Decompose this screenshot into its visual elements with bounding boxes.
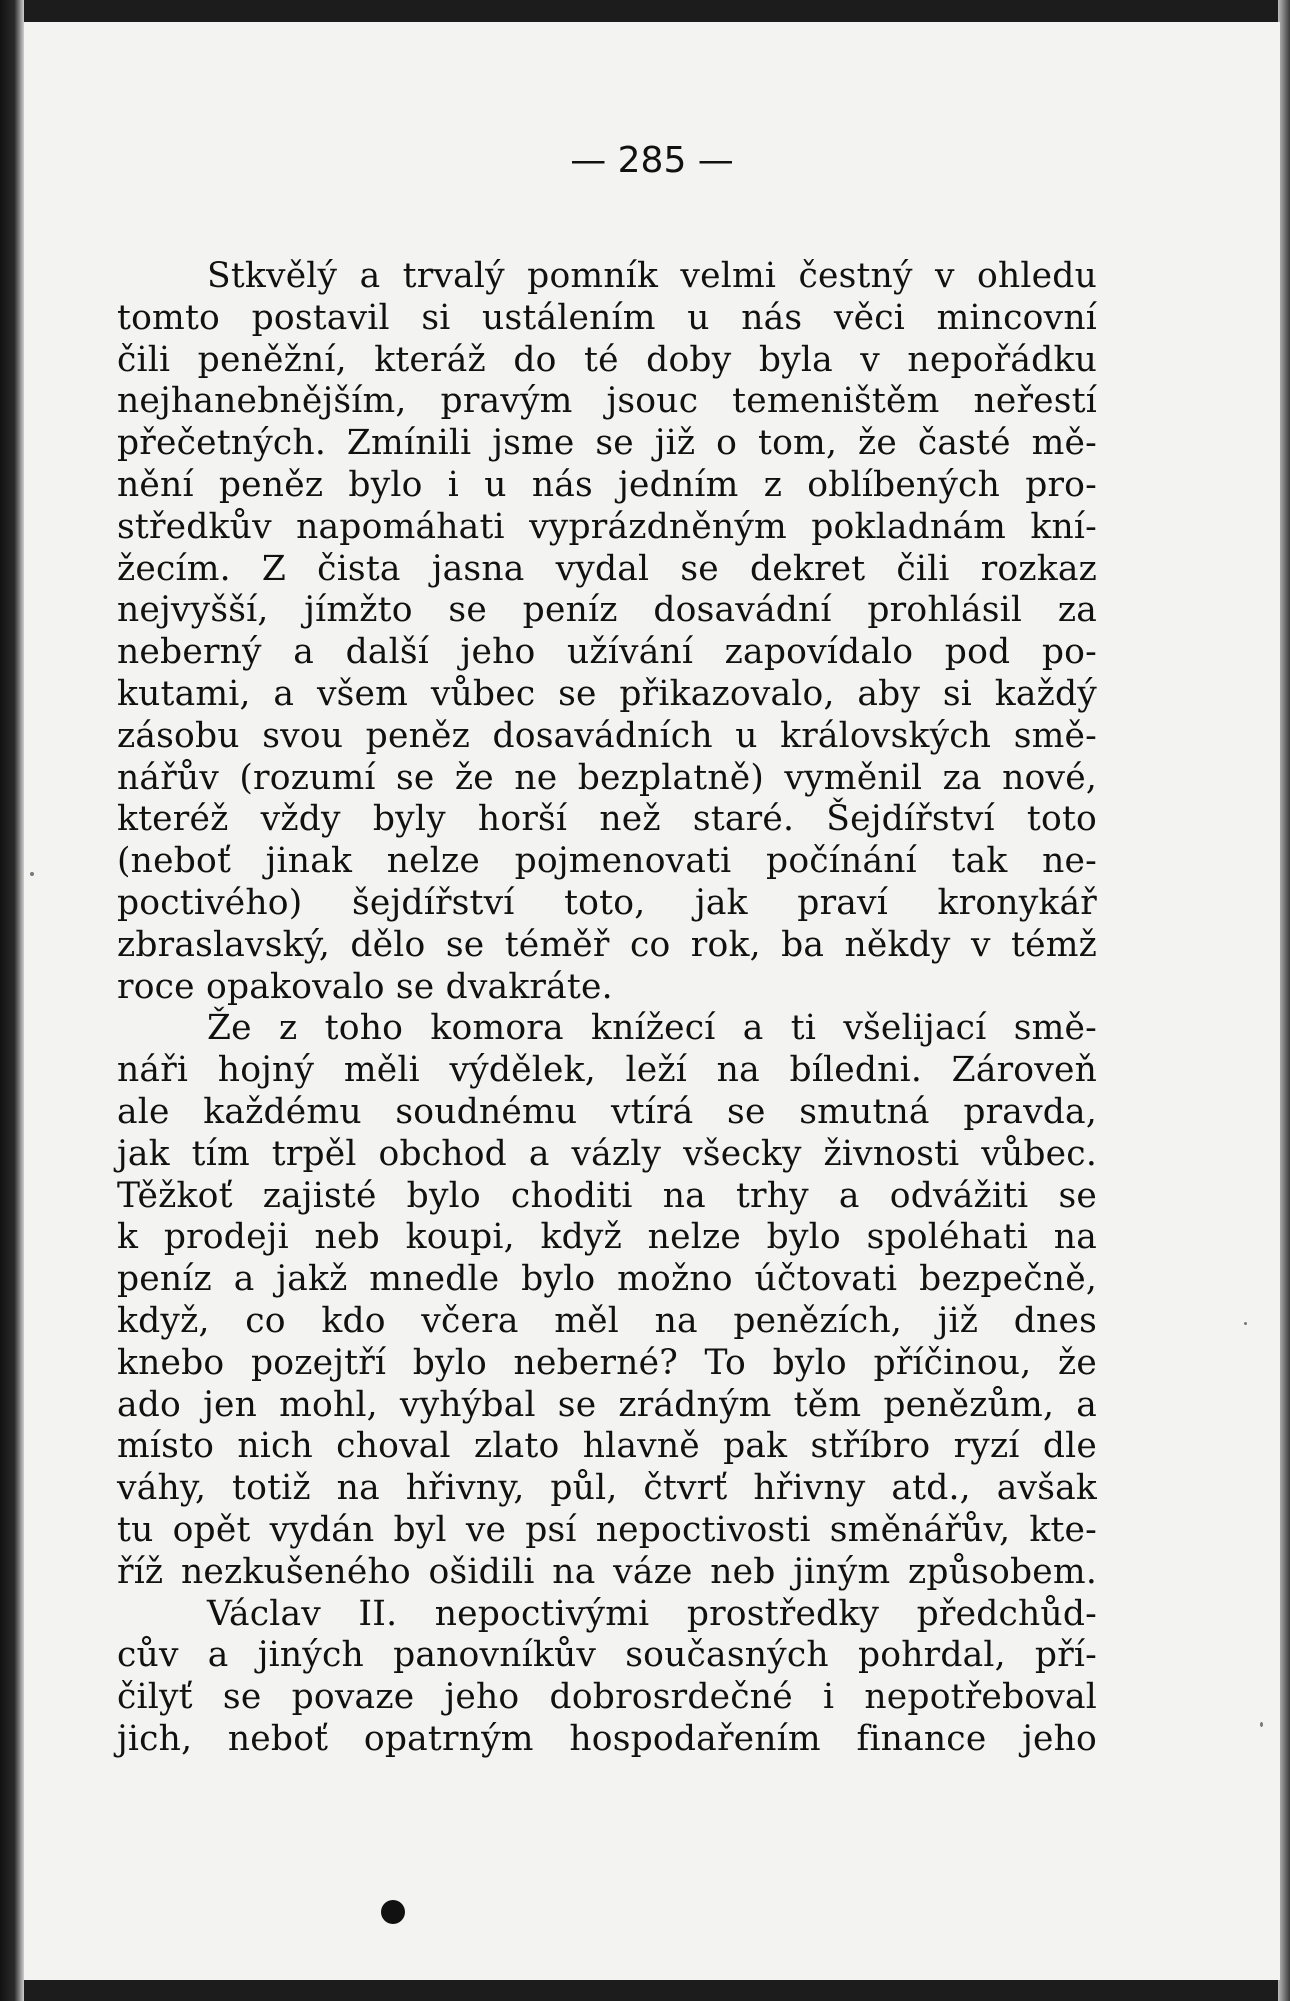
text-line: čili peněžní, kteráž do té doby byla v nepořádku [117, 339, 1097, 380]
text-line: Stkvělý a trvalý pomník velmi čestný v ohledu [207, 256, 1097, 296]
text-line: knebo pozejtří bylo neberné? To bylo příčinou, že [117, 1342, 1097, 1383]
ornament-dot [381, 1900, 405, 1924]
text-line: zásobu svou peněz dosavádních u královských smě- [117, 715, 1097, 756]
body-text [117, 256, 1097, 1761]
text-line: jich, neboť opatrným hospodařením finance jeho [117, 1718, 1097, 1759]
paper-speck [30, 872, 34, 876]
text-line: zbraslavský, dělo se téměř co rok, ba někdy v témž [117, 924, 1097, 965]
text-line: místo nich choval zlato hlavně pak stříbro ryzí dle [117, 1426, 1097, 1467]
text-line: žecím. Z čista jasna vydal se dekret čili rozkaz [117, 548, 1097, 589]
page-number: — 285 — [570, 140, 734, 181]
text-line: čilyť se povaze jeho dobrosrdečné i nepotřeboval [117, 1677, 1097, 1718]
text-line: přečetných. Zmínili jsme se již o tom, že časté mě- [117, 423, 1097, 464]
text-line: nejhanebnějším, pravým jsouc temeništěm neřestí [117, 381, 1097, 422]
text-line: Václav II. nepoctivými prostředky předchůd- [207, 1593, 1097, 1634]
text-line: ale každému soudnému vtírá se smutná pravda, [117, 1091, 1097, 1132]
text-line: roce opakovalo se dvakráte. [117, 966, 613, 1007]
text-line: peníz a jakž mnedle bylo možno účtovati bezpečně, [117, 1259, 1097, 1300]
text-line: Že z toho komora knížecí a ti všelijací smě- [207, 1008, 1097, 1049]
text-line: když, co kdo včera měl na penězích, již dnes [117, 1300, 1097, 1341]
text-line: k prodeji neb koupi, když nelze bylo spoléhati na [117, 1217, 1097, 1258]
text-line: jak tím trpěl obchod a vázly všecky živnosti vůbec. [117, 1133, 1097, 1174]
text-line: nění peněz bylo i u nás jedním z oblíbených pro- [117, 464, 1097, 505]
text-line: náři hojný měli výdělek, leží na bíledni. Zároveň [117, 1050, 1097, 1091]
text-line: Těžkoť zajisté bylo choditi na trhy a odvážiti se [117, 1175, 1097, 1216]
paper-speck [1244, 1322, 1247, 1325]
page-edge-left [0, 0, 24, 2001]
text-line: nářův (rozumí se že ne bezplatně) vyměnil za nové, [117, 757, 1097, 798]
text-line: středkův napomáhati vyprázdněným pokladnám kní- [117, 506, 1097, 547]
text-line: nejvyšší, jímžto se peníz dosavádní prohlásil za [117, 590, 1097, 631]
text-line: váhy, totiž na hřivny, půl, čtvrť hřivny atd., avšak [117, 1468, 1097, 1509]
text-line: neberný a další jeho užívání zapovídalo pod po- [117, 632, 1097, 673]
text-line: říž nezkušeného ošidili na váze neb jiným způsobem. [117, 1551, 1097, 1592]
text-line: kteréž vždy byly horší než staré. Šejdířství toto [117, 799, 1097, 840]
text-line: kutami, a všem vůbec se přikazovalo, aby si každý [117, 673, 1097, 714]
text-line: poctivého) šejdířství toto, jak praví kronykář [117, 882, 1097, 923]
text-line: tomto postavil si ustálením u nás věci mincovní [117, 297, 1097, 338]
text-line: (neboť jinak nelze pojmenovati počínání tak ne- [117, 841, 1097, 882]
paper-speck [1260, 1722, 1263, 1727]
text-line: tu opět vydán byl ve psí nepoctivosti směnářův, kte- [117, 1509, 1097, 1550]
text-line: ado jen mohl, vyhýbal se zrádným těm penězům, a [117, 1384, 1097, 1425]
text-line: cův a jiných panovníkův současných pohrdal, pří- [117, 1635, 1097, 1676]
book-page [24, 22, 1280, 1980]
